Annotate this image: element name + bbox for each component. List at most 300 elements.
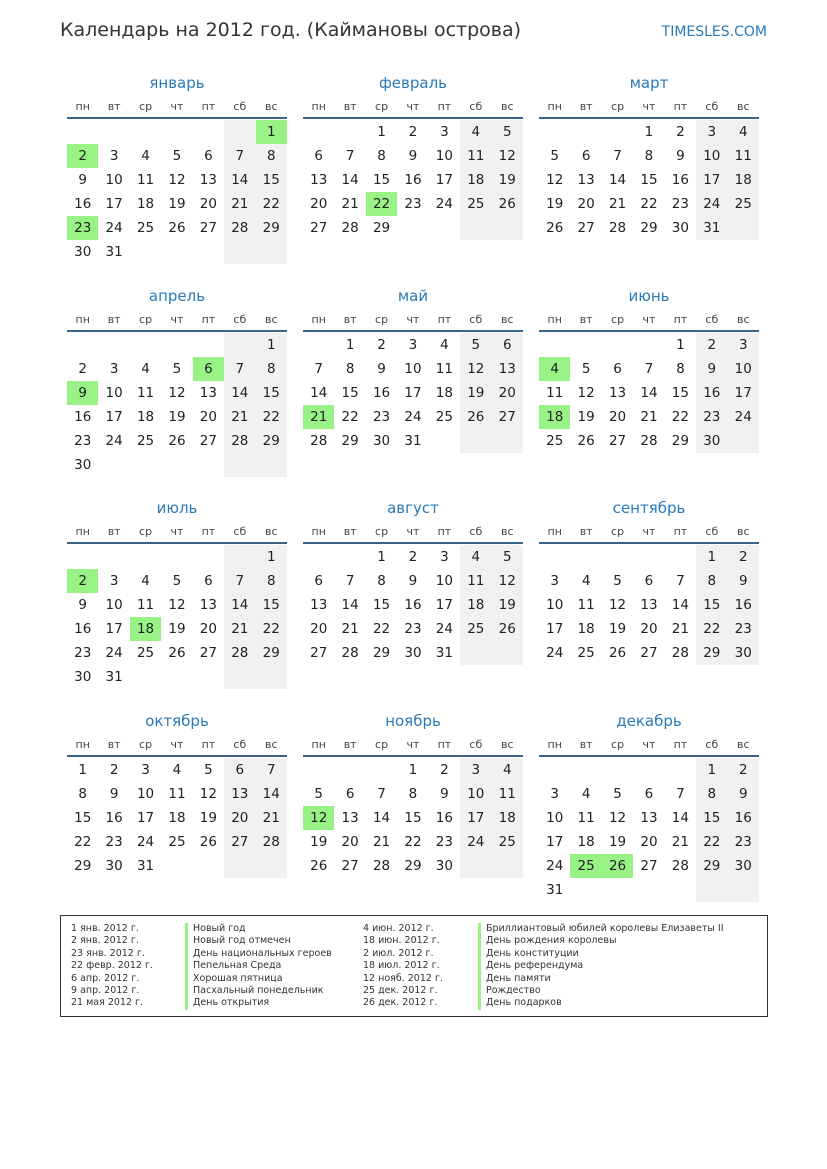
day-cell: 16 <box>404 597 422 613</box>
day-cell: 18 <box>130 617 161 641</box>
day-cell: 26 <box>168 433 186 449</box>
day-cell: 7 <box>377 786 386 802</box>
day-cell: 1 <box>345 337 355 353</box>
week-row <box>303 333 523 357</box>
day-cell: 10 <box>435 573 453 589</box>
day-cell: 24 <box>546 858 564 874</box>
day-cell: 8 <box>676 361 685 377</box>
weekday-label: ср <box>375 313 389 326</box>
legend-holiday-name: День подарков <box>478 997 724 1009</box>
day-cell: 9 <box>728 569 759 593</box>
day-cell: 30 <box>671 220 689 236</box>
week-row <box>303 381 523 405</box>
day-cell: 4 <box>440 337 449 353</box>
empty-cell <box>570 120 601 144</box>
day-cell: 4 <box>492 758 523 782</box>
month-name: ноябрь <box>385 712 441 730</box>
day-cell: 25 <box>460 617 491 641</box>
day-cell: 10 <box>546 597 564 613</box>
day-cell: 3 <box>440 124 449 140</box>
week-row <box>539 545 759 569</box>
day-cell: 16 <box>728 806 759 830</box>
day-cell: 1 <box>377 549 386 565</box>
weekday-label: пн <box>75 738 90 751</box>
day-cell: 20 <box>199 409 217 425</box>
empty-cell <box>130 120 161 144</box>
day-cell: 5 <box>172 361 182 377</box>
week-row <box>67 665 287 689</box>
empty-cell <box>334 120 365 144</box>
day-cell: 17 <box>105 196 123 212</box>
day-cell: 1 <box>256 545 287 569</box>
day-cell: 6 <box>613 361 622 377</box>
week-row <box>539 192 759 216</box>
day-cell: 28 <box>608 220 627 236</box>
weekday-label: вс <box>264 738 278 751</box>
day-cell: 30 <box>74 457 92 473</box>
weekday-label: сб <box>705 100 719 113</box>
day-cell: 13 <box>341 810 359 826</box>
weekday-label: вт <box>579 313 593 326</box>
week-row <box>303 545 523 569</box>
day-cell: 23 <box>67 216 98 240</box>
day-cell: 23 <box>728 617 759 641</box>
empty-cell <box>633 758 664 782</box>
month-11 <box>303 711 523 878</box>
empty-cell <box>602 758 633 782</box>
weekday-label: сб <box>233 313 247 326</box>
week-row <box>303 617 523 641</box>
empty-cell <box>256 453 287 477</box>
day-cell: 14 <box>224 593 255 617</box>
day-cell: 28 <box>671 645 689 661</box>
day-cell: 12 <box>492 144 523 168</box>
empty-cell <box>397 216 428 240</box>
day-cell: 21 <box>671 834 689 850</box>
day-cell: 22 <box>341 409 359 425</box>
empty-cell <box>224 665 255 689</box>
day-cell: 26 <box>546 220 564 236</box>
week-row <box>539 806 759 830</box>
weekday-header <box>539 310 759 330</box>
day-cell: 4 <box>141 148 150 164</box>
day-cell: 11 <box>136 385 155 401</box>
month-name: февраль <box>378 74 448 92</box>
day-cell: 27 <box>577 220 595 236</box>
day-cell: 21 <box>341 196 359 212</box>
day-cell: 5 <box>172 573 182 589</box>
day-cell: 11 <box>460 569 491 593</box>
empty-cell <box>67 545 98 569</box>
legend-date: 9 апр. 2012 г. <box>71 985 140 997</box>
month-3 <box>539 73 759 240</box>
weekday-header <box>303 310 523 330</box>
day-cell: 1 <box>78 762 87 778</box>
week-row <box>303 641 523 665</box>
week-row <box>67 405 287 429</box>
weekday-label: вс <box>736 525 750 538</box>
weekday-label: вс <box>500 100 514 113</box>
day-cell: 8 <box>408 786 418 802</box>
weekday-label: ср <box>375 100 389 113</box>
legend-holiday-name: День открытия <box>185 997 332 1009</box>
day-cell: 9 <box>78 172 87 188</box>
day-cell: 21 <box>640 409 658 425</box>
day-cell: 5 <box>492 120 523 144</box>
empty-cell <box>334 758 365 782</box>
week-row <box>303 144 523 168</box>
empty-cell <box>161 854 192 878</box>
legend-holiday-name: Бриллиантовый юбилей королевы Елизаветы II <box>478 923 724 935</box>
day-cell: 6 <box>224 758 255 782</box>
day-cell: 16 <box>404 172 422 188</box>
empty-cell <box>224 240 255 264</box>
weekday-label: чт <box>170 313 184 326</box>
empty-cell <box>98 545 129 569</box>
header-divider <box>539 755 759 757</box>
weekday-label: ср <box>611 100 625 113</box>
day-cell: 6 <box>581 148 591 164</box>
empty-cell <box>303 333 334 357</box>
empty-cell <box>256 240 287 264</box>
weekday-label: пн <box>75 100 90 113</box>
day-cell: 30 <box>372 433 391 449</box>
day-cell: 5 <box>581 361 591 377</box>
day-cell: 11 <box>136 172 155 188</box>
weekday-label: вт <box>107 525 121 538</box>
weekday-label: сб <box>469 313 483 326</box>
weekday-label: пн <box>311 738 326 751</box>
weekday-label: вт <box>343 313 357 326</box>
day-cell: 31 <box>136 858 155 874</box>
legend-names-left <box>185 923 332 1010</box>
week-row <box>539 782 759 806</box>
day-cell: 11 <box>492 782 523 806</box>
day-cell: 14 <box>671 597 689 613</box>
day-cell: 17 <box>696 168 727 192</box>
week-row <box>303 192 523 216</box>
week-row <box>539 357 759 381</box>
day-cell: 2 <box>408 124 418 140</box>
weekday-label: ср <box>139 100 153 113</box>
day-cell: 8 <box>696 569 727 593</box>
day-cell: 9 <box>67 381 98 405</box>
day-cell: 2 <box>109 762 119 778</box>
day-cell: 23 <box>696 405 727 429</box>
empty-cell <box>130 665 161 689</box>
weekday-label: ср <box>611 738 625 751</box>
day-cell: 3 <box>109 361 119 377</box>
legend-dates-right <box>363 923 443 1010</box>
empty-cell <box>429 216 460 240</box>
week-row <box>67 830 287 854</box>
weekday-label: пт <box>437 313 452 326</box>
page-title: Календарь на 2012 год. (Каймановы острова) <box>60 19 522 41</box>
empty-cell <box>570 333 601 357</box>
day-cell: 10 <box>435 148 453 164</box>
week-row <box>539 120 759 144</box>
empty-cell <box>460 429 491 453</box>
day-cell: 8 <box>345 361 355 377</box>
day-cell: 17 <box>435 597 453 613</box>
day-cell: 24 <box>105 645 123 661</box>
day-cell: 27 <box>199 220 217 236</box>
day-cell: 26 <box>168 645 186 661</box>
day-cell: 15 <box>256 593 287 617</box>
week-row <box>67 357 287 381</box>
weekday-label: пт <box>673 100 688 113</box>
header-divider <box>67 755 287 757</box>
weekday-label: вс <box>736 100 750 113</box>
day-cell: 17 <box>546 834 564 850</box>
day-cell: 4 <box>141 573 150 589</box>
weekday-label: пт <box>201 525 216 538</box>
empty-cell <box>161 333 192 357</box>
day-cell: 24 <box>105 220 123 236</box>
day-cell: 13 <box>577 172 595 188</box>
day-cell: 1 <box>256 333 287 357</box>
day-cell: 8 <box>377 148 386 164</box>
day-cell: 18 <box>460 593 491 617</box>
day-cell: 13 <box>310 172 328 188</box>
day-cell: 23 <box>728 830 759 854</box>
weekday-label: чт <box>642 525 656 538</box>
day-cell: 8 <box>377 573 386 589</box>
day-cell: 28 <box>256 830 287 854</box>
day-cell: 6 <box>314 573 323 589</box>
day-cell: 22 <box>366 192 397 216</box>
day-cell: 31 <box>546 882 564 898</box>
day-cell: 23 <box>74 433 92 449</box>
empty-cell <box>602 120 633 144</box>
day-cell: 27 <box>608 433 627 449</box>
day-cell: 18 <box>728 168 759 192</box>
day-cell: 19 <box>577 409 595 425</box>
day-cell: 22 <box>404 834 422 850</box>
week-row <box>67 758 287 782</box>
day-cell: 20 <box>199 196 217 212</box>
week-row <box>67 216 287 240</box>
day-cell: 21 <box>256 806 287 830</box>
day-cell: 25 <box>168 834 186 850</box>
month-2 <box>303 73 523 240</box>
weekday-label: вс <box>500 313 514 326</box>
empty-cell <box>539 758 570 782</box>
day-cell: 16 <box>74 409 92 425</box>
weekday-header <box>303 97 523 117</box>
day-cell: 26 <box>608 645 627 661</box>
weekday-label: пт <box>201 313 216 326</box>
day-cell: 25 <box>460 192 491 216</box>
weekday-label: сб <box>469 100 483 113</box>
day-cell: 22 <box>640 196 658 212</box>
empty-cell <box>665 545 696 569</box>
day-cell: 7 <box>256 758 287 782</box>
day-cell: 19 <box>199 810 217 826</box>
weekday-label: вт <box>343 525 357 538</box>
day-cell: 11 <box>168 786 186 802</box>
day-cell: 30 <box>435 858 453 874</box>
week-row <box>303 569 523 593</box>
day-cell: 15 <box>696 806 727 830</box>
header-divider <box>303 755 523 757</box>
legend-holiday-name: День конституции <box>478 948 724 960</box>
weekday-label: вс <box>264 100 278 113</box>
day-cell: 1 <box>256 120 287 144</box>
day-cell: 29 <box>640 220 658 236</box>
day-cell: 4 <box>460 545 491 569</box>
empty-cell <box>633 545 664 569</box>
week-row <box>539 144 759 168</box>
day-cell: 13 <box>640 597 658 613</box>
day-cell: 9 <box>408 573 418 589</box>
weekday-label: пт <box>437 738 452 751</box>
day-cell: 27 <box>199 433 217 449</box>
empty-cell <box>539 120 570 144</box>
empty-cell <box>539 333 570 357</box>
day-cell: 3 <box>460 758 491 782</box>
legend-holiday-name: День национальных героев <box>185 948 332 960</box>
month-name: декабрь <box>616 712 682 730</box>
day-cell: 12 <box>492 569 523 593</box>
day-cell: 6 <box>204 148 213 164</box>
month-7 <box>67 498 287 689</box>
day-cell: 10 <box>105 385 123 401</box>
weekday-label: вс <box>500 738 514 751</box>
day-cell: 3 <box>408 337 418 353</box>
day-cell: 31 <box>404 433 422 449</box>
day-cell: 17 <box>404 385 422 401</box>
day-cell: 16 <box>728 593 759 617</box>
month-9 <box>539 498 759 665</box>
day-cell: 7 <box>644 361 654 377</box>
legend-date: 4 июн. 2012 г. <box>363 923 434 934</box>
day-cell: 7 <box>676 573 685 589</box>
week-row <box>303 593 523 617</box>
weekday-header <box>303 735 523 755</box>
day-cell: 2 <box>408 549 418 565</box>
day-cell: 4 <box>172 762 182 778</box>
day-cell: 13 <box>640 810 658 826</box>
empty-cell <box>224 545 255 569</box>
day-cell: 8 <box>256 357 287 381</box>
empty-cell <box>193 120 224 144</box>
legend-holiday-name: Пепельная Среда <box>185 960 332 972</box>
header-divider <box>67 330 287 332</box>
day-cell: 1 <box>644 124 654 140</box>
day-cell: 19 <box>168 621 186 637</box>
day-cell: 28 <box>310 433 328 449</box>
day-cell: 18 <box>136 196 155 212</box>
day-cell: 6 <box>492 333 523 357</box>
day-cell: 5 <box>550 148 559 164</box>
day-cell: 5 <box>314 786 323 802</box>
day-cell: 28 <box>224 429 255 453</box>
day-cell: 16 <box>435 810 453 826</box>
day-cell: 14 <box>640 385 658 401</box>
empty-cell <box>256 665 287 689</box>
empty-cell <box>696 878 727 902</box>
day-cell: 10 <box>546 810 564 826</box>
month-8 <box>303 498 523 665</box>
day-cell: 12 <box>577 385 595 401</box>
day-cell: 24 <box>404 409 422 425</box>
weekday-header <box>67 735 287 755</box>
day-cell: 8 <box>256 569 287 593</box>
weekday-label: сб <box>233 738 247 751</box>
week-row <box>67 144 287 168</box>
site-link[interactable]: TIMESLES.COM <box>661 24 767 40</box>
day-cell: 13 <box>199 385 217 401</box>
day-cell: 5 <box>204 762 213 778</box>
day-cell: 5 <box>613 786 622 802</box>
day-cell: 14 <box>671 810 689 826</box>
empty-cell <box>224 333 255 357</box>
day-cell: 27 <box>341 858 359 874</box>
legend-date: 22 февр. 2012 г. <box>71 960 153 972</box>
empty-cell <box>98 453 129 477</box>
day-cell: 9 <box>696 357 727 381</box>
week-row <box>303 357 523 381</box>
empty-cell <box>161 240 192 264</box>
legend-names-right <box>478 923 724 1010</box>
day-cell: 1 <box>676 337 685 353</box>
weekday-label: пт <box>201 100 216 113</box>
empty-cell <box>366 758 397 782</box>
day-cell: 3 <box>141 762 150 778</box>
day-cell: 31 <box>105 244 123 260</box>
weekday-label: ср <box>139 313 153 326</box>
legend-holiday-name: Новый год отмечен <box>185 935 332 947</box>
day-cell: 2 <box>440 762 449 778</box>
day-cell: 25 <box>728 192 759 216</box>
day-cell: 29 <box>341 433 359 449</box>
empty-cell <box>67 333 98 357</box>
month-4 <box>67 286 287 477</box>
empty-cell <box>460 854 491 878</box>
day-cell: 15 <box>341 385 359 401</box>
weekday-label: ср <box>611 525 625 538</box>
header-divider <box>67 542 287 544</box>
day-cell: 9 <box>408 148 418 164</box>
day-cell: 22 <box>671 409 689 425</box>
day-cell: 12 <box>608 597 627 613</box>
day-cell: 9 <box>440 786 449 802</box>
day-cell: 14 <box>341 172 359 188</box>
weekday-label: вт <box>343 100 357 113</box>
weekday-label: пт <box>673 738 688 751</box>
day-cell: 10 <box>136 786 155 802</box>
day-cell: 24 <box>728 405 759 429</box>
day-cell: 13 <box>199 597 217 613</box>
day-cell: 17 <box>105 409 123 425</box>
weekday-label: пт <box>437 525 452 538</box>
empty-cell <box>161 453 192 477</box>
day-cell: 3 <box>728 333 759 357</box>
day-cell: 2 <box>696 333 727 357</box>
day-cell: 21 <box>608 196 627 212</box>
day-cell: 15 <box>671 385 689 401</box>
day-cell: 4 <box>581 786 591 802</box>
day-cell: 24 <box>105 433 123 449</box>
day-cell: 8 <box>644 148 654 164</box>
day-cell: 14 <box>256 782 287 806</box>
day-cell: 5 <box>460 333 491 357</box>
day-cell: 30 <box>105 858 123 874</box>
legend-date: 25 дек. 2012 г. <box>363 985 438 997</box>
day-cell: 14 <box>372 810 391 826</box>
empty-cell <box>728 878 759 902</box>
